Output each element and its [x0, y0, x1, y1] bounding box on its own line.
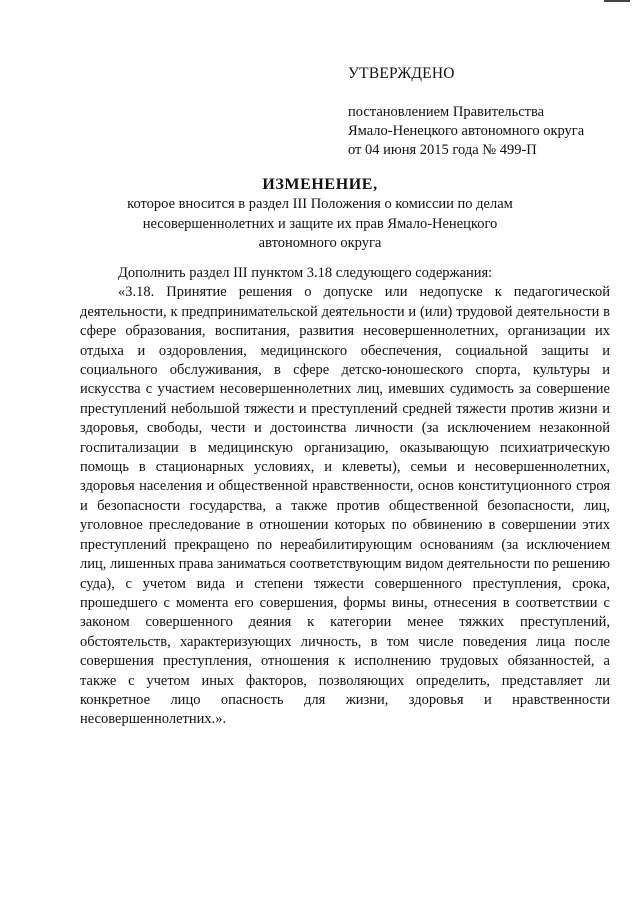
- document-body: [80, 264, 610, 730]
- approval-heading: УТВЕРЖДЕНО: [348, 65, 455, 82]
- approval-stamp-block: [348, 64, 628, 160]
- body-intro: Дополнить раздел III пунктом 3.18 следующего содержания:: [118, 265, 493, 281]
- document-title: ИЗМЕНЕНИЕ,: [262, 176, 378, 193]
- approval-line-3: от 04 июня 2015 года № 499-П: [348, 142, 537, 158]
- approval-line-1: постановлением Правительства: [348, 104, 545, 120]
- body-paragraph: «3.18. Принятие решения о допуске или недопуске к педагогической деятельности, к предпринимательской деятельности и (или) трудовой деятельности в сфере образования, воспитания, развития несовершеннолетних, организации их отдыха и оздоровления, медицинского обеспечения, социальной защиты и социального обслуживания, в сфере детско-юношеского спорта, культуры и искусства с участием несовершеннолетних лиц, имевших судимость за совершение преступлений небольшой тяжести и преступлений средней тяжести против жизни и здоровья, свободы, чести и достоинства личности (за исключением незаконной госпитализации в медицинскую организацию, оказывающую психиатрическую помощь в стационарных условиях, и клеветы), семьи и несовершеннолетних, здоровья населения и общественной нравственности, основ конституционного строя и безопасности государства, а также против общественной безопасности, лиц, уголовное преследование в отношении которых по обвинению в совершении этих преступлений прекращено по нереабилитирующим основаниям (за исключением лиц, лишенных права заниматься соответствующим видом деятельности по решению суда), с учетом вида и степени тяжести совершенного преступления, срока, прошедшего с момента его совершения, формы вины, отнесения в соответствии с законом совершенного деяния к категории менее тяжких преступлений, обстоятельств, характеризующих личность, в том числе поведения лица после совершения преступления, отношения к исполнению трудовых обязанностей, а также с учетом иных факторов, позволяющих определить, представляет ли конкретное лицо опасность для жизни, здоровья и нравственности несовершеннолетних.».: [80, 284, 610, 728]
- document-subtitle-line-1: которое вносится в раздел III Положения о комиссии по делам: [127, 196, 513, 212]
- approval-line-2: Ямало-Ненецкого автономного округа: [348, 123, 585, 139]
- document-subtitle-line-2: несовершеннолетних и защите их прав Ямало-Ненецкого: [142, 215, 498, 232]
- scan-corner-mark: [604, 0, 630, 2]
- document-subtitle-line-3: автономного округа: [258, 235, 382, 251]
- document-title-block: [60, 174, 580, 254]
